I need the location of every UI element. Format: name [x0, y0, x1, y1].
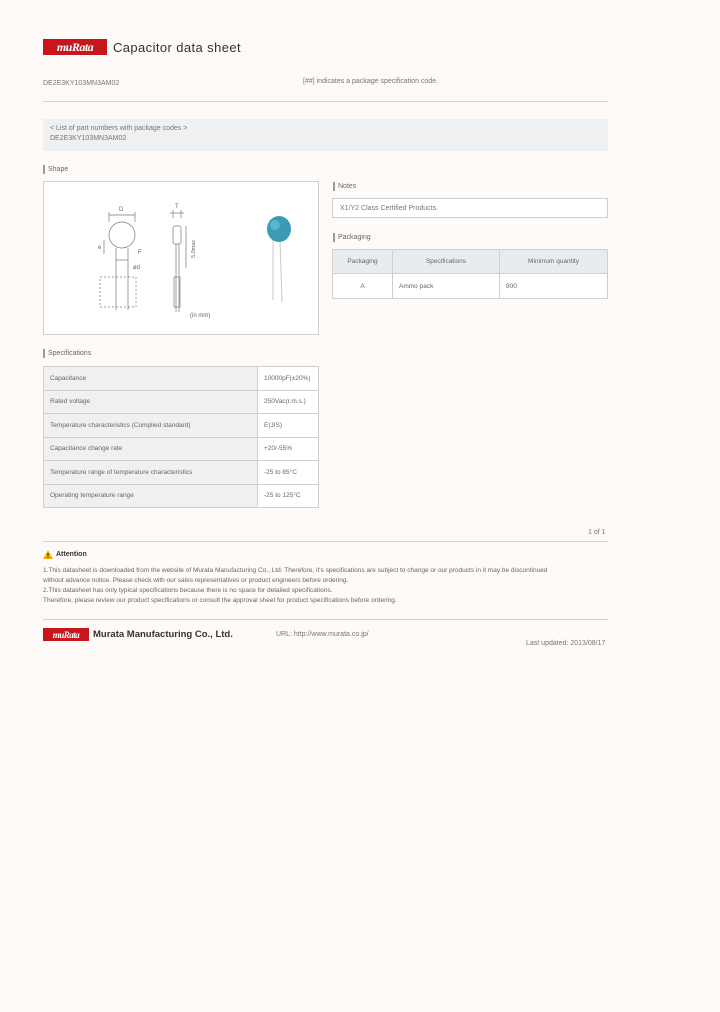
label-f: F	[138, 250, 142, 256]
part-list-box	[43, 119, 608, 151]
spec-label: Operating temperature range	[44, 484, 258, 508]
col-specifications: Specifications	[393, 250, 500, 274]
header-divider	[43, 101, 608, 102]
attention-line: 1.This datasheet is downloaded from the website of Murata Manufacturing Co., Ltd. Therefore, it's specifications are subject to change or our products in it may be discontinued	[43, 567, 548, 574]
label-d: D	[119, 207, 124, 213]
spec-label: Temperature characteristics (Complied standard)	[44, 414, 258, 438]
part-number: DE2E3KY103MN3AM02	[43, 80, 120, 87]
spec-label: Capacitance	[44, 367, 258, 391]
notes-text: X1/Y2 Class Certified Products.	[340, 205, 439, 212]
col-minimum-quantity: Minimum quantity	[500, 250, 608, 274]
spec-label: Rated voltage	[44, 390, 258, 414]
page-number: 1 of 1	[588, 529, 606, 536]
packaging-code: A	[333, 274, 393, 299]
spec-value: E(JIS)	[258, 414, 319, 438]
shape-box	[43, 181, 319, 335]
page-title: Capacitor data sheet	[113, 40, 241, 55]
capacitor-photo-highlight	[270, 220, 280, 230]
footer-divider	[43, 619, 608, 620]
shape-heading: Shape	[43, 165, 68, 174]
capacitor-photo	[267, 216, 291, 242]
capacitor-body-outline	[109, 222, 135, 248]
spec-value: -25 to 125°C	[258, 484, 319, 508]
footer-logo-text: muRata	[52, 629, 80, 640]
attention-heading: Attention	[56, 551, 87, 558]
notes-heading: Notes	[333, 182, 356, 191]
specifications-table	[43, 366, 319, 508]
specifications-heading: Specifications	[43, 349, 91, 358]
table-row	[44, 367, 319, 391]
label-height: 5.0max	[191, 239, 197, 258]
side-body	[173, 226, 181, 244]
label-t: T	[175, 204, 179, 210]
attention-divider	[43, 541, 608, 542]
logo-text: muRata	[56, 39, 94, 54]
packaging-heading: Packaging	[333, 233, 371, 242]
attention-heading-row	[43, 550, 87, 559]
spec-value: +20/-55%	[258, 437, 319, 461]
notes-box	[332, 198, 608, 218]
table-row	[44, 461, 319, 485]
footer-murata-logo	[43, 628, 89, 641]
packaging-header-row	[333, 250, 608, 274]
spec-value: 10000pF(±20%)	[258, 367, 319, 391]
attention-line: 2.This datasheet has only typical specifications because there is no space for detailed specifications.	[43, 587, 333, 594]
spec-value: 250Vac(r.m.s.)	[258, 390, 319, 414]
attention-line: without advance notice. Please check with our sales representatives or product engineers before ordering.	[43, 577, 349, 584]
shape-drawing	[44, 182, 318, 334]
photo-lead-2	[280, 240, 282, 302]
label-e: e	[98, 245, 102, 251]
unit-label: (in mm)	[190, 313, 211, 319]
spec-value: -25 to 85°C	[258, 461, 319, 485]
last-updated: Last updated: 2013/08/17	[526, 640, 606, 647]
attention-line: Therefore, please review our product specifications or consult the approval sheet for product specifications before ordering.	[43, 597, 397, 604]
packaging-spec: Ammo pack	[393, 274, 500, 299]
label-phi-d: ød	[133, 265, 141, 271]
table-row	[44, 437, 319, 461]
murata-logo	[43, 39, 107, 55]
company-url[interactable]: URL: http://www.murata.co.jp/	[276, 631, 369, 638]
warning-icon	[43, 550, 53, 559]
part-list-heading: < List of part numbers with package codes >	[50, 125, 188, 132]
packaging-table	[332, 249, 608, 299]
attention-text	[43, 566, 547, 606]
spec-label: Capacitance change rate	[44, 437, 258, 461]
company-name: Murata Manufacturing Co., Ltd.	[93, 629, 233, 640]
part-list-item: DE2E3KY103MN3AM02	[50, 135, 127, 142]
table-row	[44, 390, 319, 414]
table-row	[333, 274, 608, 299]
col-packaging: Packaging	[333, 250, 393, 274]
table-row	[44, 414, 319, 438]
package-code-note: [##] indicates a package specification code.	[303, 78, 439, 85]
spec-label: Temperature range of temperature characteristics	[44, 461, 258, 485]
tape-outline	[100, 277, 136, 307]
packaging-quantity: 800	[500, 274, 608, 299]
table-row	[44, 484, 319, 508]
